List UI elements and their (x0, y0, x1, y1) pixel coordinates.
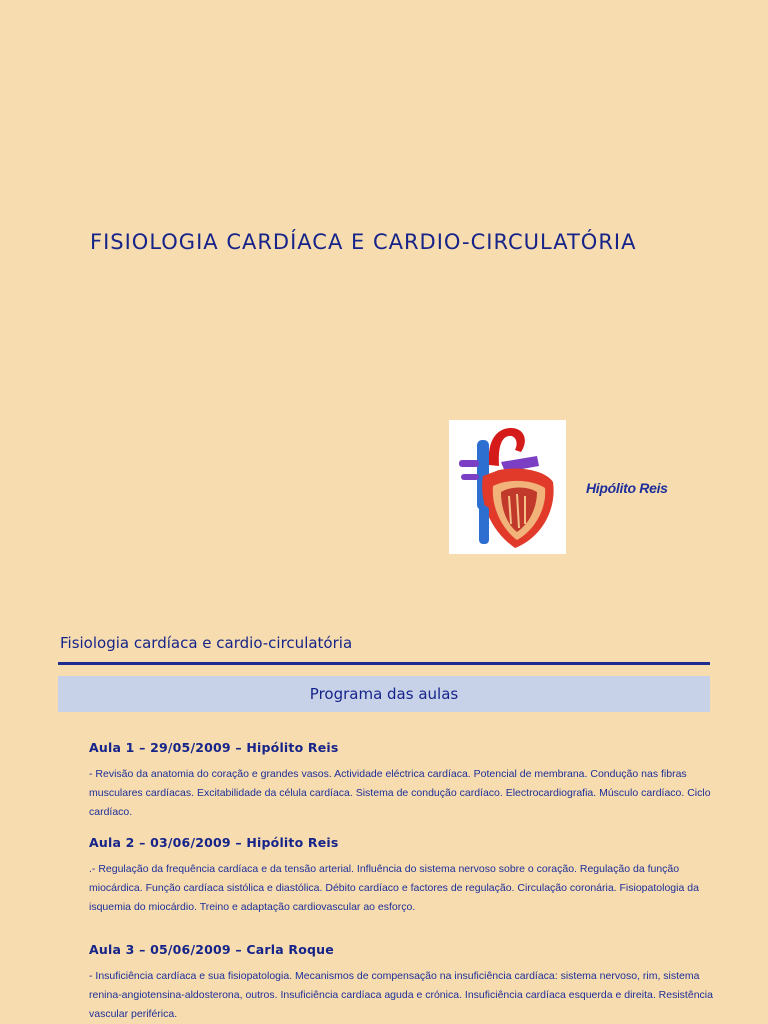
section-title: Fisiologia cardíaca e cardio-circulatória (60, 634, 353, 652)
lesson-item (89, 740, 719, 822)
program-header-bar (58, 676, 710, 712)
lesson-description: .- Regulação da frequência cardíaca e da tensão arterial. Influência do sistema nervoso sobre o coração. Regulação da função miocárdica. Função cardíaca sistólica e diastólica. Débito cardíaco e factores de regulação. Circulação coronária. Fisiopatologia da isquemia do miocárdio. Treino e adaptação cardiovascular ao esforço. (89, 863, 699, 913)
heart-image (449, 420, 566, 554)
lesson-heading: Aula 1 – 29/05/2009 – Hipólito Reis (89, 740, 339, 755)
program-label: Programa das aulas (309, 685, 459, 703)
author-name: Hipólito Reis (586, 480, 668, 496)
lesson-description: - Insuficiência cardíaca e sua fisiopatologia. Mecanismos de compensação na insuficiência cardíaca: sistema nervoso, rim, sistema renina-angiotensina-aldosterona, outros. Insuficiência cardíaca aguda e crónica. Insuficiência cardíaca esquerda e direita. Resistência vascular periférica. (89, 970, 713, 1020)
document-title: FISIOLOGIA CARDÍACA E CARDIO-CIRCULATÓRIA (90, 230, 637, 254)
heart-anatomy-icon (449, 420, 566, 554)
lesson-item (89, 942, 719, 1024)
lesson-item (89, 835, 719, 917)
divider (58, 662, 710, 665)
lesson-description: - Revisão da anatomia do coração e grandes vasos. Actividade eléctrica cardíaca. Potencial de membrana. Condução nas fibras musculares cardíacas. Excitabilidade da célula cardíaca. Sistema de condução cardíaco. Electrocardiografia. Músculo cardíaco. Ciclo cardíaco. (89, 768, 711, 818)
lesson-heading: Aula 3 – 05/06/2009 – Carla Roque (89, 942, 334, 957)
lesson-heading: Aula 2 – 03/06/2009 – Hipólito Reis (89, 835, 339, 850)
